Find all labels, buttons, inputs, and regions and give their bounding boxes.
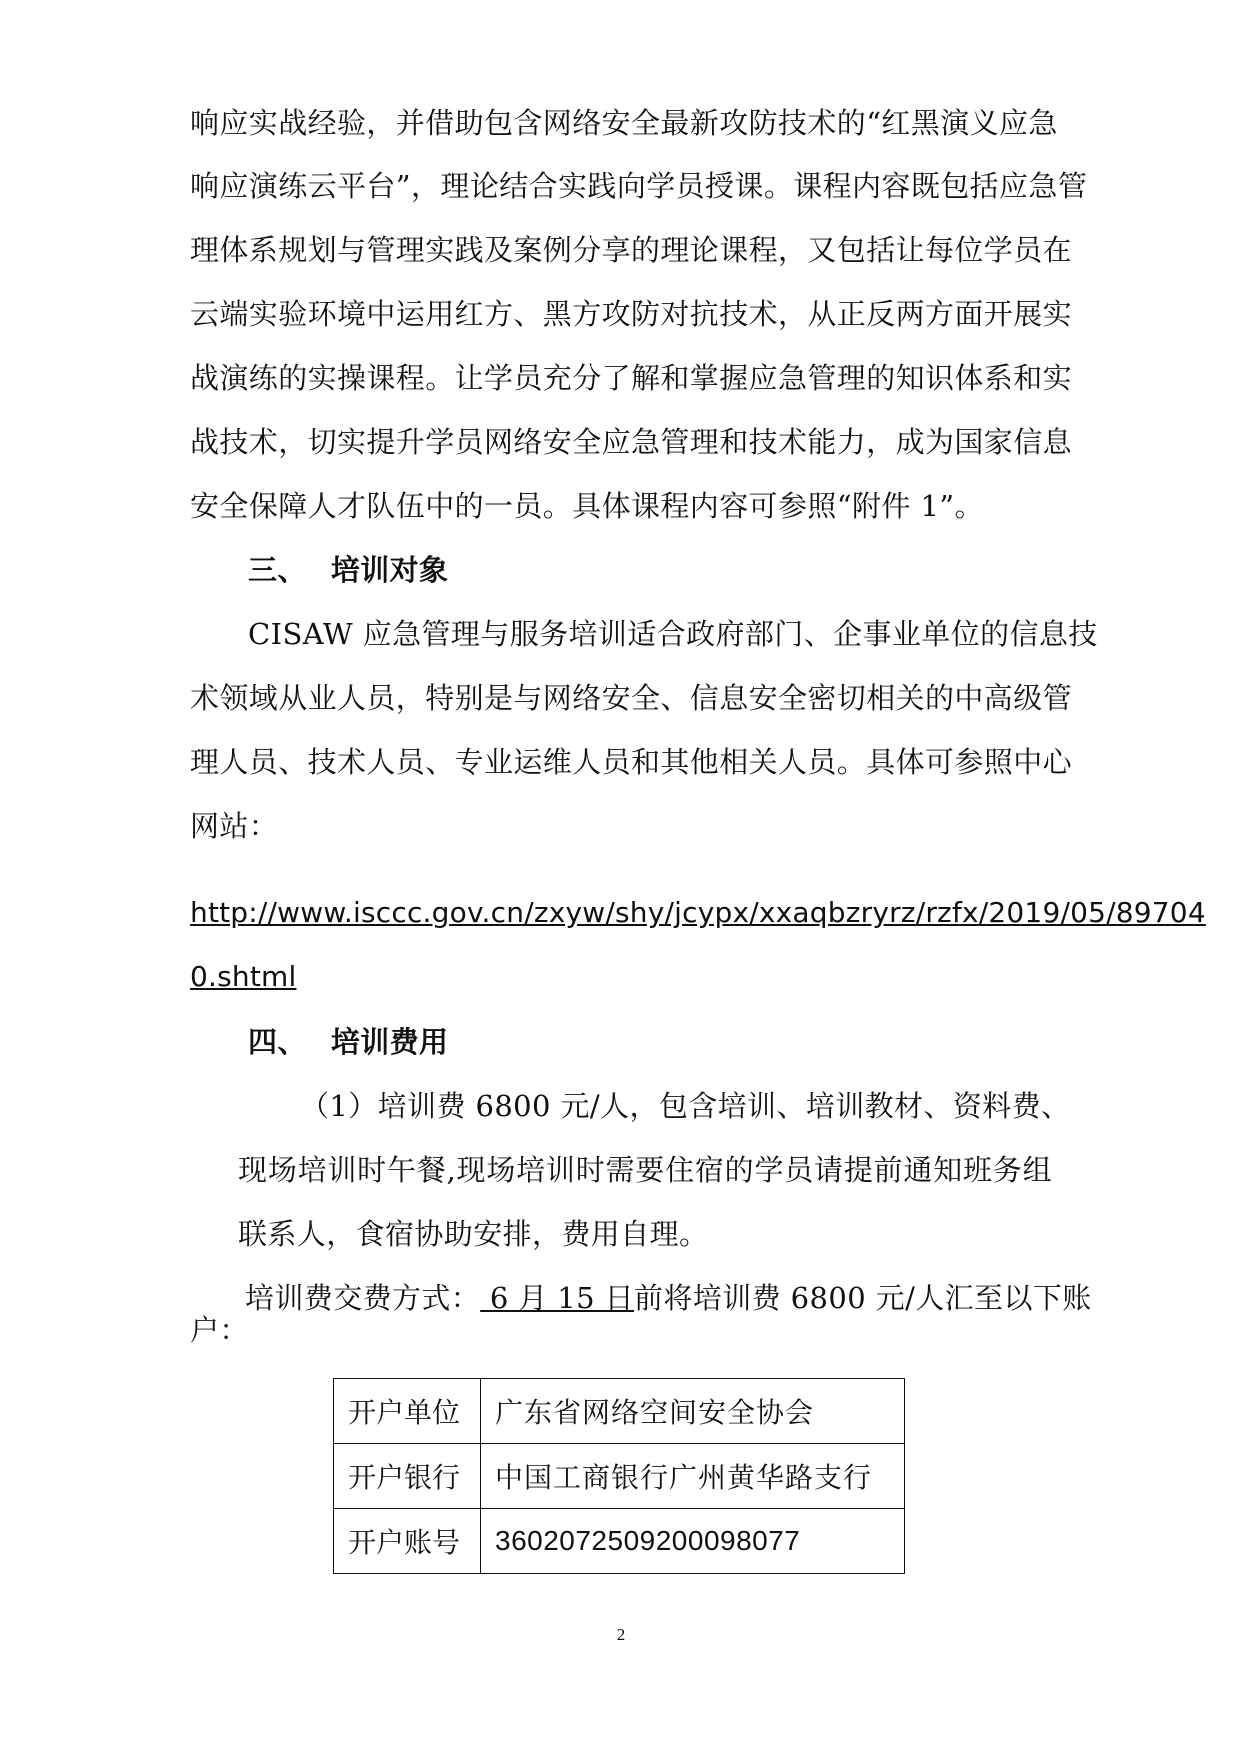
text-line: 云端实验环境中运用红方、黑方攻防对抗技术，从正反两方面开展实 [190,297,1073,331]
text-line: 网站： [190,809,279,843]
section-heading-training-target [248,550,448,590]
text-line: 现场培训时午餐,现场培训时需要住宿的学员请提前通知班务组 [238,1153,1052,1187]
account-name-value: 广东省网络空间安全协会 [481,1379,905,1444]
table-row [334,1444,905,1509]
text-line: 理体系规划与管理实践及案例分享的理论课程，又包括让每位学员在 [190,233,1073,267]
account-name-label: 开户单位 [334,1379,481,1444]
section-title: 培训费用 [330,1025,449,1059]
section-title: 培训对象 [330,553,449,587]
section-number: 四、 [248,1025,307,1059]
table-row [334,1509,905,1574]
bank-name-value: 中国工商银行广州黄华路支行 [481,1444,905,1509]
payment-deadline: 6 月 15 日 [480,1281,635,1315]
text-line: 理人员、技术人员、专业运维人员和其他相关人员。具体可参照中心 [190,745,1073,779]
payment-suffix: 前将培训费 6800 元/人汇至以下账 [634,1281,1092,1315]
text-line: 战演练的实操课程。让学员充分了解和掌握应急管理的知识体系和实 [190,361,1073,395]
center-website-link-cont[interactable]: 0.shtml [190,960,297,993]
text-line: 安全保障人才队伍中的一员。具体课程内容可参照“附件 1”。 [190,489,984,523]
account-number-label: 开户账号 [334,1509,481,1574]
section-heading-training-fee [248,1022,448,1062]
center-website-link[interactable]: http://www.isccc.gov.cn/zxyw/shy/jcypx/xxaqbzryrz/rzfx/2019/05/89704 [190,896,1206,929]
payment-prefix: 培训费交费方式： [245,1281,481,1315]
text-line: CISAW 应急管理与服务培训适合政府部门、企事业单位的信息技 [248,617,1098,651]
text-line: （1）培训费 6800 元/人，包含培训、培训教材、资料费、 [300,1089,1071,1123]
payment-method-line [245,1278,1092,1318]
text-line: 术领域从业人员，特别是与网络安全、信息安全密切相关的中高级管 [190,681,1073,715]
table-row [334,1379,905,1444]
text-line: 响应演练云平台”，理论结合实践向学员授课。课程内容既包括应急管 [190,169,1088,203]
bank-account-table [333,1378,905,1574]
section-number: 三、 [248,553,307,587]
bank-name-label: 开户银行 [334,1444,481,1509]
text-line: 响应实战经验，并借助包含网络安全最新攻防技术的“红黑演义应急 [190,106,1058,140]
page-number: 2 [616,1625,626,1644]
account-number-value: 3602072509200098077 [481,1509,905,1574]
text-line: 战技术，切实提升学员网络安全应急管理和技术能力，成为国家信息 [190,425,1073,459]
payment-continuation: 户： [190,1313,249,1347]
text-line: 联系人，食宿协助安排，费用自理。 [238,1217,709,1251]
